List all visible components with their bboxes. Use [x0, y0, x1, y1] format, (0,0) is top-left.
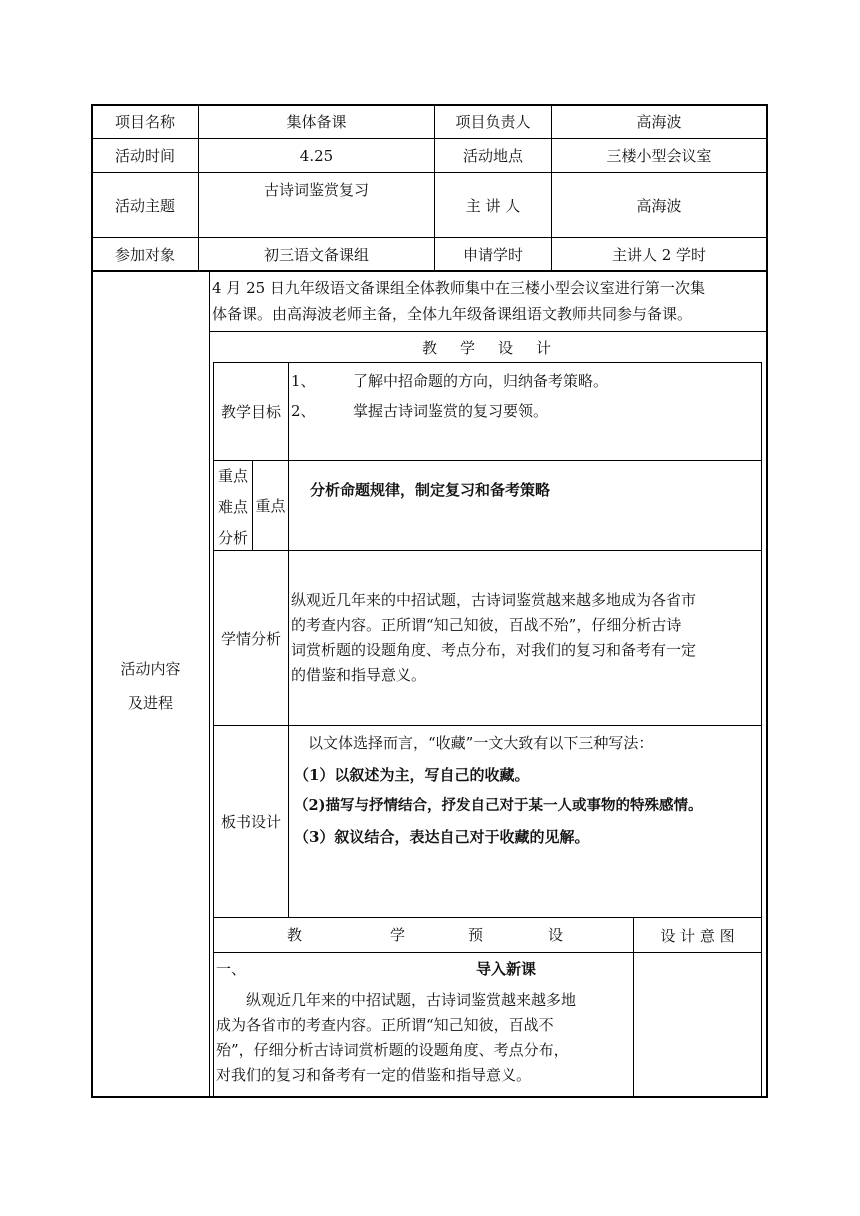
audience-label: 参加对象 — [114, 245, 175, 264]
place-label: 活动地点 — [462, 147, 523, 165]
inner-row-divider — [213, 952, 762, 953]
speaker-value: 高海波 — [636, 196, 682, 215]
row-divider — [91, 270, 768, 272]
intro-line-2: 体备课。由高海波老师主备，全体九年级备课组语文教师共同参与备课。 — [212, 305, 693, 323]
place-value: 三楼小型会议室 — [606, 147, 712, 165]
goal-1-text: 了解中招命题的方向，归纳备考策略。 — [353, 372, 609, 390]
intent-header: 设 计 意 图 — [660, 926, 735, 945]
key-sub-label: 重点 — [255, 497, 286, 515]
intro-underline — [210, 331, 767, 332]
situation-line-2: 的考查内容。正所谓“知己知彼，百战不殆”，仔细分析古诗 — [291, 616, 682, 634]
project-name-label: 项目名称 — [114, 113, 175, 131]
content-col-divider — [209, 271, 210, 1097]
section-line-1: 纵观近几年来的中招试题，古诗词鉴赏越来越多地 — [246, 991, 577, 1009]
intro-line-1: 4 月 25 日九年级语文备课组全体教师集中在三楼小型会议室进行第一次集 — [212, 279, 705, 297]
key-label-line2: 难点 — [217, 498, 248, 516]
leader-value: 高海波 — [636, 113, 682, 131]
table-bottom-border — [91, 1096, 768, 1098]
preset-header-char-1: 教 — [287, 926, 303, 944]
section-line-3: 殆”，仔细分析古诗词赏析题的设题角度、考点分布， — [216, 1041, 569, 1059]
goal-2-number: 2、 — [291, 402, 316, 420]
hours-label: 申请学时 — [462, 245, 523, 264]
inner-label-divider — [288, 362, 289, 917]
preset-header-char-2: 学 — [390, 926, 406, 944]
key-text: 分析命题规律，制定复习和备考策略 — [310, 481, 551, 499]
audience-value: 初三语文备课组 — [263, 245, 369, 264]
goal-2-text: 掌握古诗词鉴赏的复习要领。 — [353, 402, 549, 420]
key-label — [214, 461, 252, 554]
design-title: 教 学 设 计 — [421, 338, 555, 357]
situation-label: 学情分析 — [220, 629, 281, 648]
key-label-line1: 重点 — [217, 467, 248, 485]
inner-row-divider — [213, 550, 762, 551]
content-side-label-line2: 及进程 — [127, 694, 173, 712]
section-number: 一、 — [216, 960, 247, 978]
time-label: 活动时间 — [114, 147, 175, 165]
inner-row-divider — [213, 725, 762, 726]
board-line-4: （3）叙议结合，表达自己对于收藏的见解。 — [294, 828, 590, 846]
board-line-2: （1）以叙述为主，写自己的收藏。 — [294, 766, 530, 784]
goal-1-number: 1、 — [291, 372, 316, 390]
section-title: 导入新课 — [476, 960, 537, 978]
situation-line-4: 的借鉴和指导意义。 — [291, 666, 427, 684]
table-right-border — [766, 104, 768, 1098]
theme-label: 活动主题 — [114, 196, 175, 215]
section-line-4: 对我们的复习和备考有一定的借鉴和指导意义。 — [216, 1066, 532, 1084]
hours-value: 主讲人 2 学时 — [611, 245, 707, 264]
preset-header-char-3: 预 — [468, 926, 484, 944]
key-label-line3: 分析 — [217, 529, 248, 547]
inner-row-divider — [213, 460, 762, 461]
theme-value: 古诗词鉴赏复习 — [263, 180, 369, 199]
board-line-1: 以文体选择而言，“收藏”一文大致有以下三种写法： — [308, 734, 654, 752]
inner-table-top — [213, 362, 762, 363]
board-line-3: （2)描写与抒情结合，抒发自己对于某一人或事物的特殊感情。 — [294, 797, 703, 814]
speaker-label: 主 讲 人 — [465, 196, 521, 215]
section-line-2: 成为各省市的考查内容。正所谓“知己知彼，百战不 — [216, 1016, 554, 1034]
situation-line-1: 纵观近几年来的中招试题，古诗词鉴赏越来越多地成为各省市 — [291, 591, 697, 609]
inner-table-right — [761, 362, 762, 1096]
board-label: 板书设计 — [220, 813, 281, 831]
situation-line-3: 词赏析题的设题角度、考点分布，对我们的复习和备考有一定 — [291, 641, 697, 659]
time-value: 4.25 — [299, 146, 334, 165]
leader-label: 项目负责人 — [455, 113, 531, 131]
goals-label: 教学目标 — [220, 403, 281, 421]
content-side-label-line1: 活动内容 — [120, 660, 181, 678]
preset-header-char-4: 设 — [548, 926, 564, 944]
content-side-label — [92, 652, 209, 720]
project-name-value: 集体备课 — [286, 113, 347, 131]
